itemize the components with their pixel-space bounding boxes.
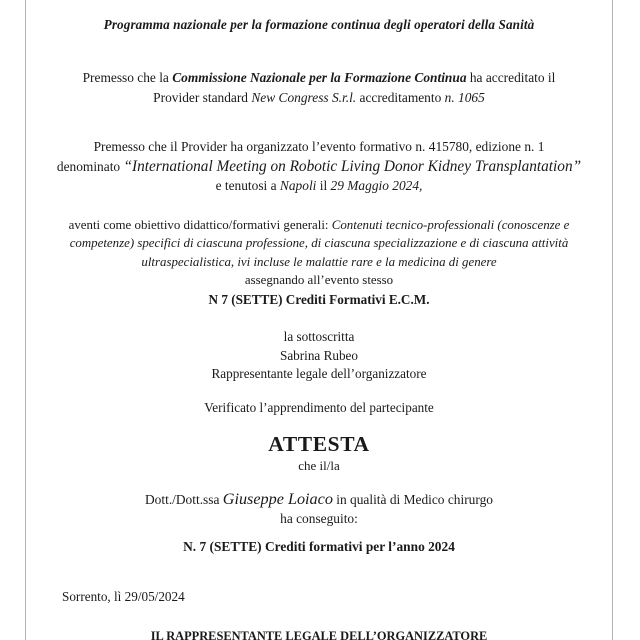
- provider-name: New Congress S.r.l.: [251, 89, 357, 105]
- recipient-qualification: Medico chirurgo: [403, 492, 493, 507]
- held-prefix: e tenutosi a: [215, 178, 280, 194]
- premise-text-before: Premesso che la: [82, 70, 173, 85]
- recipient-name: Giuseppe Loiaco: [222, 490, 333, 508]
- certificate-content: [26, 0, 612, 640]
- event-location-line: [40, 176, 598, 196]
- held-mid: il: [316, 178, 331, 194]
- event-date: 29 Maggio 2024,: [330, 178, 423, 194]
- certificate-page: [25, 0, 613, 640]
- credits-primary: N 7 (SETTE) Crediti Formativi E.C.M.: [208, 292, 430, 307]
- accreditation-number: n. 1065: [444, 89, 485, 105]
- credits-secondary: N. 7 (SETTE) Crediti formativi per l’anno 2024: [183, 539, 455, 554]
- event-title: “International Meeting on Robotic Living Donor Kidney Transplantation”: [123, 157, 582, 175]
- event-city: Napoli: [279, 178, 317, 194]
- objective-block: [40, 216, 598, 290]
- signature-line-label: IL RAPPRESENTANTE LEGALE DELL’ORGANIZZATORE: [150, 630, 488, 640]
- event-block: [40, 137, 598, 196]
- recipient-salutation: Dott./Dott.ssa: [145, 492, 223, 507]
- objective-text: Contenuti tecnico-professionali (conoscenze e competenze) specifici di ciascuna professione, di ciascuna specializzazione e di ciascuna attività ultraspecialistica, ivi incluse le malattie rare e la medicina di genere: [69, 218, 570, 269]
- commission-name: Commissione Nazionale per la Formazione Continua: [172, 70, 467, 85]
- premise-line-commission: [40, 68, 598, 88]
- che-il-la-label: che il/la: [298, 458, 340, 473]
- accreditation-label: accreditamento: [356, 89, 445, 105]
- objective-closing: assegnando all’evento stesso: [244, 273, 394, 288]
- premise-line-provider: [40, 88, 598, 108]
- premise-text-after: ha accreditato il: [466, 70, 556, 85]
- qualification-prefix: in qualità di: [332, 492, 404, 507]
- signer-name: Sabrina Rubeo: [279, 347, 358, 363]
- objective-label: aventi come obiettivo didattico/formativi generali:: [68, 218, 332, 232]
- premise-block: [40, 68, 598, 107]
- verification-statement: Verificato l’apprendimento del partecipante: [204, 400, 434, 415]
- page-title: Programma nazionale per la formazione continua degli operatori della Sanità: [103, 17, 535, 32]
- signer-intro: la sottoscritta: [283, 329, 355, 344]
- signer-role: Rappresentante legale dell’organizzatore: [211, 366, 427, 382]
- event-title-prefix: denominato: [56, 158, 124, 174]
- signature-line-clip: [40, 630, 598, 640]
- event-organized-line: Premesso che il Provider ha organizzato l’evento formativo n. 415780, edizione n. 1: [93, 139, 545, 154]
- place-and-date: Sorrento, lì 29/05/2024: [62, 589, 185, 604]
- provider-label: Provider standard: [153, 89, 252, 105]
- event-title-line: [40, 157, 598, 177]
- recipient-achieved: ha conseguito:: [280, 511, 358, 527]
- signer-block: [40, 328, 598, 384]
- recipient-line: [40, 490, 598, 509]
- attesta-heading: ATTESTA: [268, 432, 370, 456]
- recipient-block: [40, 490, 598, 529]
